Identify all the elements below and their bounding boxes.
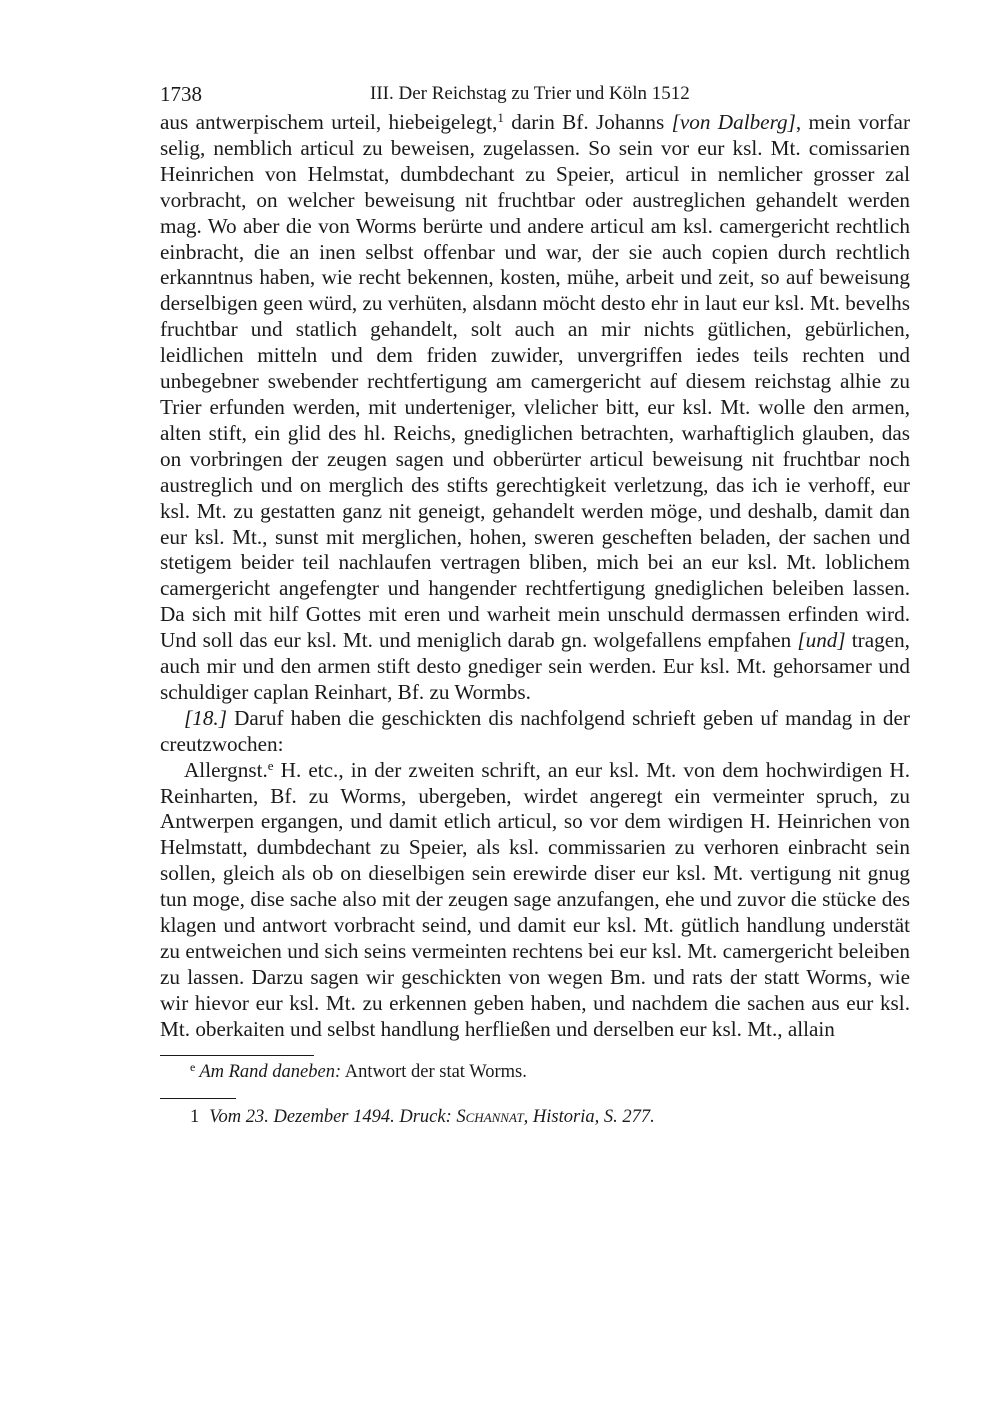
footnote-1 (160, 1105, 910, 1129)
running-head: III. Der Reichstag zu Trier und Köln 1512 (370, 83, 690, 104)
paragraph-1-text-a: aus antwerpischem urteil, hiebeigelegt, (160, 110, 498, 134)
paragraph-3-text-b: H. etc., in der zweiten schrift, an eur ksl. Mt. von dem hochwirdigen H. Reinharten, Bf. zu Worms, ubergeben, wirdet angeregt ein vermeinter spruch, zu Antwerpen ergangen, und damit etlich articul, so vor dem wirdigen H. Heinrichen von Helmstatt, dumbdechant zu Speier, als ksl. commissarien zu verhoren einbracht sein sollen, gleich als ob on dieselbigen sein erewirde diser eur ksl. Mt. vertigung nit gnug tun moge, dise sache also mit der zeugen sage anzufangen, ehe und zuvor die stücke des klagen und antwort vorbracht seind, und damit eur ksl. Mt. gütlich handlung understät zu entweichen und sich seins vermeinten rechtens bei eur ksl. Mt. camergericht beleiben zu lassen. Darzu sagen wir geschickten von wegen Bm. und rats der statt Worms, wie wir hievor eur ksl. Mt. zu erkennen geben haben, und nachdem die sachen aus eur ksl. Mt. oberkaiten und selbst handlung herfließen und derselben eur ksl. Mt., allain (160, 757, 910, 1041)
footnote-ref-1: 1 (497, 110, 504, 125)
page-number: 1738 (160, 82, 202, 106)
body-text (160, 110, 910, 1043)
footnote-divider (160, 1055, 314, 1056)
footnote-e-italic: Am Rand daneben: (199, 1061, 342, 1082)
paragraph-3-text-a: Allergnst. (184, 757, 268, 782)
paragraph-1-text-c: , mein vorfar selig, nemblich articul zu beweisen, zugelassen. So sein vor eur ksl. Mt. comissarien Heinrichen von Helmstat, dumbdechant zu Speier, articul in nemlicher grosser zal vorbracht, on welcher beweisung nit fruchtbar oder austreglichen gehandelt werden mag. Wo aber die von Worms berürte und andere articul am ksl. camergericht rechtlich einbracht, die an inen selbst offenbar und war, der sie auch copien durch rechtlich erkanntnus haben, wie recht bekennen, kosten, mühe, arbeit und zeit, so auf beweisung derselbigen geen würd, zu verhüten, alsdann möcht desto ehr in laut eur ksl. Mt. bevelhs fruchtbar und statlich gehandelt, solt auch an mir nichts gütlichen, gebürlichen, leidlichen mitteln und dem friden zuwider, unvergriffen iedes teils rechten und unbegebner swebender rechtfertigung am camergericht auf diesem reichstag alhie zu Trier erfunden werden, mit underteniger, vlelicher bitt, eur ksl. Mt. wolle den armen, alten stift, ein glid des hl. Reichs, gnediglichen betrachten, warhaftiglich glauben, das on vorbringen der zeugen sagen und obberürter articul beweisung nit fruchtbar noch austreglich und on merglich des stifts gerechtigkeit verletzung, das ich ie verhoff, eur ksl. Mt. zu gestatten ganz nit geneigt, gehandelt werden möge, und deshalb, damit dan eur ksl. Mt., sunst mit merglichen, hohen, sweren gescheften beladen, der sachen und stetigem beider teil nachlaufen vertragen bliben, mich bei an eur ksl. Mt. loblichem camergericht angefengter und hangender rechtfertigung gnediglichen beleiben lassen. Da sich mit hilf Gottes mit eren und warheit mein unschuld dermassen erfinden wird. Und soll das eur ksl. Mt. und meniglich darab gn. wolgefallens empfahen (160, 110, 910, 653)
footnote-e (160, 1060, 910, 1084)
section-number: [18.] (184, 705, 227, 730)
footnote-divider (160, 1098, 236, 1099)
editorial-insertion: [von Dalberg] (671, 110, 796, 134)
paragraph-2 (160, 706, 910, 758)
page-header (160, 78, 910, 110)
document-page (160, 78, 910, 1129)
paragraph-1-text-d: tragen, auch mir und den armen stift desto gnediger sein werden. Eur ksl. Mt. gehorsamer und schuldiger caplan Reinhart, Bf. zu Wormbs. (160, 628, 910, 704)
footnote-ref-e: e (267, 757, 274, 773)
paragraph-3 (160, 758, 910, 1043)
footnote-e-text: Antwort der stat Worms. (341, 1061, 527, 1082)
paragraph-2-text: Daruf haben die geschickten dis nachfolgend schrieft geben uf mandag in der creutzwochen: (160, 705, 910, 756)
footnote-1-italic-a: Vom 23. Dezember 1494. Druck: (209, 1106, 457, 1127)
footnote-1-author: Schannat (456, 1106, 524, 1127)
footnote-1-number: 1 (190, 1106, 200, 1127)
paragraph-1 (160, 110, 910, 706)
footnote-e-mark: e (190, 1059, 196, 1074)
editorial-insertion: [und] (797, 628, 846, 653)
paragraph-1-text-b: darin Bf. Johanns (503, 110, 672, 134)
footnote-1-italic-b: , Historia, S. 277. (523, 1106, 655, 1127)
